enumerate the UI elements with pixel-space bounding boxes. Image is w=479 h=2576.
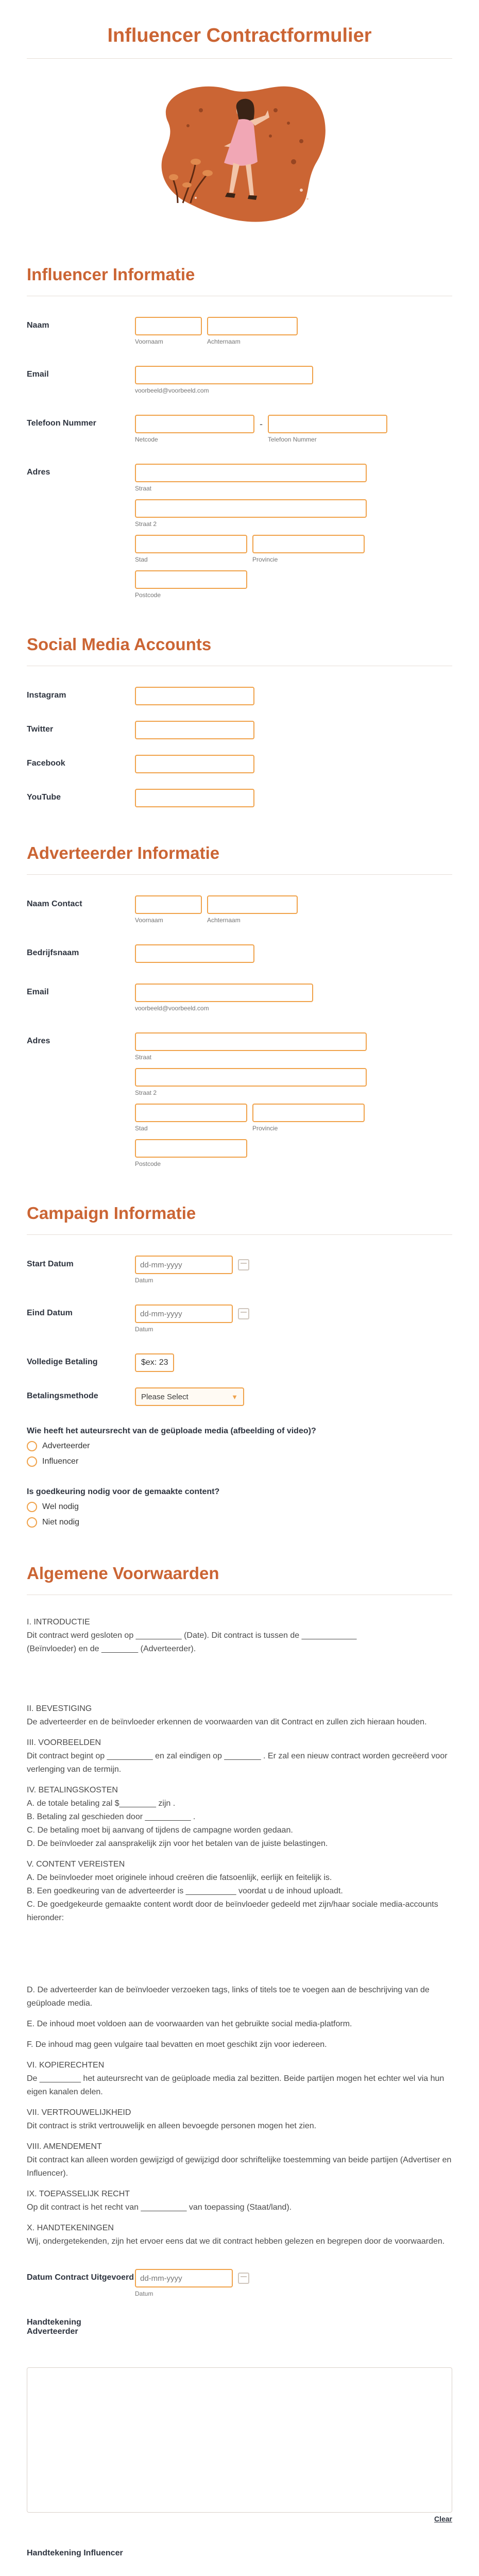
advertiser-street-input[interactable] — [135, 1032, 367, 1051]
end-date-input[interactable] — [135, 1304, 233, 1323]
advertiser-address-row — [27, 1032, 452, 1167]
street2-input[interactable] — [135, 499, 367, 518]
field-sublabel: Provincie — [252, 1125, 278, 1132]
street-input[interactable] — [135, 464, 367, 482]
advertiser-section — [27, 843, 452, 1167]
terms-paragraph: Dit contract is strikt vertrouwelijk en alleen bevoegde personen mogen het zien. — [27, 2122, 317, 2130]
field-label: Facebook — [27, 759, 65, 768]
field-sublabel: Netcode — [135, 436, 158, 443]
social-section — [27, 635, 452, 807]
terms-paragraph: B. Een goedkeuring van de adverteerder is ___________ voordat u de inhoud uploadt. — [27, 1887, 343, 1895]
field-label: Adres — [27, 1037, 50, 1045]
terms-text — [27, 1616, 452, 2248]
instagram-input[interactable] — [135, 687, 254, 705]
radio-label: Wel nodig — [42, 1502, 79, 1511]
advertiser-email-input[interactable] — [135, 984, 313, 1002]
terms-heading: V. CONTENT VEREISTEN — [27, 1860, 125, 1869]
influencer-section — [27, 265, 452, 599]
city-input[interactable] — [135, 535, 247, 553]
radio-label: Influencer — [42, 1457, 79, 1466]
province-input[interactable] — [252, 535, 365, 553]
advertiser-signature-pad[interactable] — [27, 2367, 452, 2513]
title-divider — [27, 58, 452, 59]
field-sublabel: Postcode — [135, 591, 161, 599]
advertiser-province-input[interactable] — [252, 1104, 365, 1122]
contact-name-row — [27, 895, 452, 924]
radio-label: Adverteerder — [42, 1442, 90, 1450]
terms-heading: X. HANDTEKENINGEN — [27, 2224, 114, 2232]
field-sublabel: Voornaam — [135, 338, 163, 345]
field-label: Volledige Betaling — [27, 1358, 98, 1366]
instagram-row — [27, 687, 452, 705]
field-label: Email — [27, 988, 49, 996]
terms-paragraph: E. De inhoud moet voldoen aan de voorwaarden van het gebruikte social media-platform. — [27, 2020, 352, 2028]
contract-date-row — [27, 2269, 452, 2297]
terms-heading: VI. KOPIERECHTEN — [27, 2061, 105, 2070]
form-title: Influencer Contractformulier — [107, 25, 372, 46]
field-label: Start Datum — [27, 1260, 74, 1268]
field-label: Naam Contact — [27, 900, 82, 908]
clear-signature-link[interactable]: Clear — [434, 2515, 452, 2523]
section-title: Campaign Informatie — [27, 1204, 196, 1223]
terms-paragraph: F. De inhoud mag geen vulgaire taal bevatten en moet geschikt zijn voor iedereen. — [27, 2040, 327, 2049]
field-sublabel: Datum — [135, 2290, 153, 2297]
field-sublabel: Datum — [135, 1277, 153, 1284]
company-input[interactable] — [135, 944, 254, 963]
influencer-phone-row — [27, 415, 452, 443]
field-sublabel: Postcode — [135, 1160, 161, 1167]
terms-heading: III. VOORBEELDEN — [27, 1738, 101, 1747]
field-sublabel: Provincie — [252, 556, 278, 563]
chevron-down-icon: ▼ — [231, 1393, 238, 1401]
payment-method-select[interactable] — [135, 1387, 244, 1406]
field-label: Datum Contract Uitgevoerd — [27, 2273, 134, 2282]
radio-option[interactable] — [27, 1502, 452, 1512]
terms-paragraph: Dit contract werd gesloten op __________ (Date). Dit contract is tussen de ____________ — [27, 1631, 357, 1640]
first-name-input[interactable] — [135, 317, 202, 335]
company-row — [27, 944, 452, 963]
copyright-question: Wie heeft het auteursrecht van de geüploade media (afbeelding of video)? — [27, 1427, 316, 1435]
radio-circle-icon[interactable] — [27, 1517, 37, 1528]
field-label: Naam — [27, 321, 49, 330]
section-title: Adverteerder Informatie — [27, 843, 220, 862]
terms-heading: IV. BETALINGSKOSTEN — [27, 1786, 118, 1794]
payment-row — [27, 1353, 452, 1372]
field-label: Handtekening Adverteerder — [27, 2318, 81, 2336]
radio-circle-icon[interactable] — [27, 1441, 37, 1451]
payment-method-row — [27, 1387, 452, 1406]
email-input[interactable] — [135, 366, 313, 384]
field-sublabel: Straat 2 — [135, 1089, 157, 1096]
field-label: Adres — [27, 468, 50, 477]
field-sublabel: Straat — [135, 1054, 152, 1061]
radio-option[interactable] — [27, 1517, 452, 1528]
terms-paragraph: (Beïnvloeder) en de ________ (Adverteerder). — [27, 1645, 196, 1653]
field-sublabel: Achternaam — [207, 338, 241, 345]
influencer-name-row — [27, 317, 452, 345]
campaign-section — [27, 1204, 452, 1528]
advertiser-city-input[interactable] — [135, 1104, 247, 1122]
terms-paragraph: Op dit contract is het recht van __________ van toepassing (Staat/land). — [27, 2203, 292, 2212]
last-name-input[interactable] — [207, 317, 298, 335]
field-label: Eind Datum — [27, 1309, 73, 1317]
calendar-icon[interactable] — [238, 1308, 249, 1319]
field-sublabel: Achternaam — [207, 917, 241, 924]
field-sublabel: Straat — [135, 485, 152, 492]
postal-code-input[interactable] — [135, 570, 247, 589]
terms-paragraph: B. Betaling zal geschieden door __________ . — [27, 1812, 196, 1821]
field-sublabel: Datum — [135, 1326, 153, 1333]
start-date-row — [27, 1256, 452, 1284]
terms-heading: I. INTRODUCTIE — [27, 1618, 90, 1626]
payment-amount-input[interactable]: $ex: 23 — [135, 1353, 174, 1372]
terms-paragraph: D. De adverteerder kan de beïnvloeder verzoeken tags, links of titels toe te voegen aan de beschrijving van de geüploade media. — [27, 1986, 430, 2008]
radio-option[interactable] — [27, 1441, 452, 1451]
field-sublabel: voorbeeld@voorbeeld.com — [135, 1005, 209, 1012]
advertiser-email-row — [27, 984, 452, 1012]
field-label: Betalingsmethode — [27, 1392, 98, 1400]
field-label: Bedrijfsnaam — [27, 948, 79, 957]
section-divider — [27, 1234, 452, 1235]
youtube-input[interactable] — [135, 789, 254, 807]
section-title: Influencer Informatie — [27, 265, 195, 284]
field-sublabel: Stad — [135, 1125, 148, 1132]
influencer-signature-block — [27, 2549, 452, 2576]
terms-heading: IX. TOEPASSELIJK RECHT — [27, 2190, 130, 2198]
twitter-input[interactable] — [135, 721, 254, 739]
terms-section — [27, 1564, 452, 2576]
radio-circle-icon[interactable] — [27, 1456, 37, 1467]
terms-paragraph: A. de totale betaling zal $________ zijn . — [27, 1799, 176, 1808]
contract-date-input[interactable] — [135, 2269, 233, 2287]
field-label: Instagram — [27, 691, 66, 700]
terms-paragraph: C. De goedgekeurde gemaakte content wordt door de beïnvloeder gedeeld met zijn/haar sociale media-accounts hieronder: — [27, 1900, 438, 1922]
terms-heading: II. BEVESTIGING — [27, 1704, 92, 1713]
terms-paragraph: De _________ het auteursrecht van de geüploade media zal bezitten. Beide partijen mogen het echter wel via hun eigen kanalen delen. — [27, 2074, 444, 2096]
radio-label: Niet nodig — [42, 1518, 80, 1527]
field-label: Telefoon Nummer — [27, 419, 96, 428]
advertiser-postal-code-input[interactable] — [135, 1139, 247, 1158]
contact-last-name-input[interactable] — [207, 895, 298, 914]
terms-paragraph: D. De beïnvloeder zal aansprakelijk zijn voor het betalen van de juiste belastingen. — [27, 1839, 328, 1848]
terms-paragraph: Wij, ondergetekenden, zijn het ervoer eens dat we dit contract hebben gelezen en begrepen door de voorwaarden. — [27, 2237, 445, 2246]
radio-option[interactable] — [27, 1456, 452, 1467]
field-sublabel: Stad — [135, 556, 148, 563]
contact-first-name-input[interactable] — [135, 895, 202, 914]
terms-paragraph: De adverteerder en de beïnvloeder erkennen de voorwaarden van dit Contract en zullen zich hieraan houden. — [27, 1718, 427, 1726]
facebook-input[interactable] — [135, 755, 254, 773]
terms-heading: VII. VERTROUWELIJKHEID — [27, 2108, 131, 2117]
section-title: Algemene Voorwaarden — [27, 1564, 219, 1583]
select-value: Please Select — [141, 1392, 189, 1401]
field-label: Handtekening Influencer — [27, 2549, 123, 2557]
end-date-row — [27, 1304, 452, 1333]
field-label: Twitter — [27, 725, 54, 734]
terms-paragraph: Dit contract kan alleen worden gewijzigd of gewijzigd door schriftelijke toestemming van beide partijen (Advertiser en Influencer). — [27, 2156, 452, 2178]
terms-paragraph: Dit contract begint op __________ en zal eindigen op ________ . Er zal een nieuw contract worden gecreëerd voor verlenging van de termijn. — [27, 1752, 448, 1774]
influencer-illustration — [147, 74, 332, 229]
youtube-row — [27, 789, 452, 807]
radio-circle-icon[interactable] — [27, 1502, 37, 1512]
terms-paragraph: A. De beïnvloeder moet originele inhoud creëren die fatsoenlijk, eerlijk en feitelijk is. — [27, 1873, 332, 1882]
facebook-row — [27, 755, 452, 773]
advertiser-street2-input[interactable] — [135, 1068, 367, 1087]
calendar-icon[interactable] — [238, 1259, 249, 1270]
phone-dash: - — [260, 419, 263, 429]
phone-number-input[interactable] — [268, 415, 387, 433]
calendar-icon[interactable] — [238, 2273, 249, 2284]
influencer-email-row — [27, 366, 452, 394]
advertiser-signature-block — [27, 2318, 452, 2523]
field-sublabel: Straat 2 — [135, 520, 157, 528]
start-date-input[interactable] — [135, 1256, 233, 1274]
field-sublabel: Voornaam — [135, 917, 163, 924]
field-label: YouTube — [27, 793, 61, 802]
phone-area-input[interactable] — [135, 415, 254, 433]
influencer-address-row — [27, 464, 452, 599]
terms-heading: VIII. AMENDEMENT — [27, 2142, 102, 2151]
field-sublabel: Telefoon Nummer — [268, 436, 317, 443]
terms-paragraph: C. De betaling moet bij aanvang of tijdens de campagne worden gedaan. — [27, 1826, 293, 1835]
field-sublabel: voorbeeld@voorbeeld.com — [135, 387, 209, 394]
section-divider — [27, 874, 452, 875]
twitter-row — [27, 721, 452, 739]
field-label: Email — [27, 370, 49, 379]
section-title: Social Media Accounts — [27, 635, 212, 654]
approval-question: Is goedkeuring nodig voor de gemaakte content? — [27, 1487, 220, 1496]
